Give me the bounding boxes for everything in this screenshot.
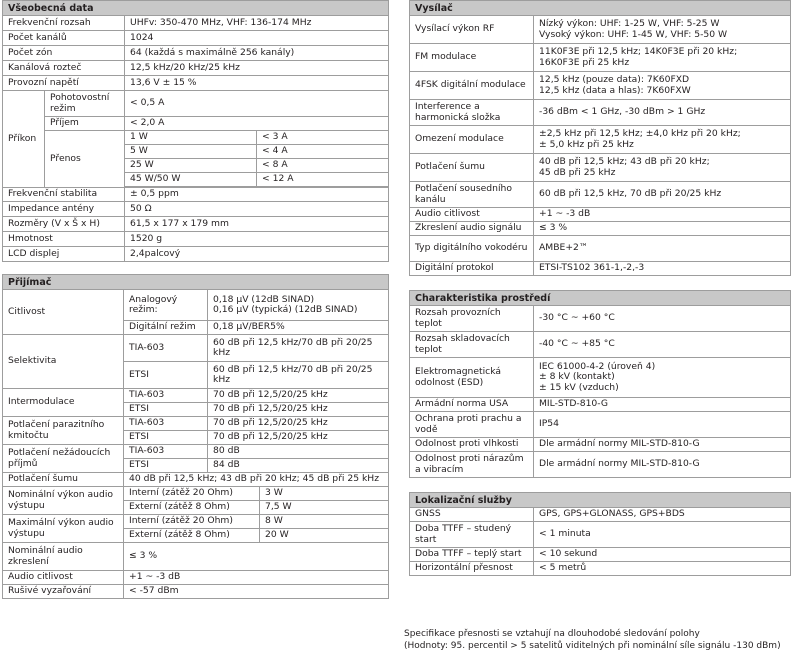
value-line: 11K0F3E při 12,5 kHz; 14K0F3E při 20 kHz;: [539, 46, 738, 58]
spec-sublabel: TIA-603: [124, 389, 208, 403]
spec-sublabel: Pohotovostní režim: [45, 91, 125, 117]
spec-sublabel: Přenos: [45, 131, 125, 188]
environment-table: [409, 290, 791, 478]
spec-label: GNSS: [410, 508, 534, 522]
spec-sublabel: ETSI: [124, 362, 208, 389]
spec-label: Potlačení šumu: [3, 473, 124, 487]
spec-value: 80 dB: [208, 445, 389, 459]
spec-label: Horizontální přesnost: [410, 562, 534, 576]
spec-value: 12,5 kHz/20 kHz/25 kHz: [125, 61, 389, 76]
spec-sublabel: Interní (zátěž 20 Ohm): [124, 515, 260, 529]
spec-value: 70 dB při 12,5/20/25 kHz: [208, 417, 389, 431]
spec-sublabel: Externí (zátěž 8 Ohm): [124, 501, 260, 515]
spec-label: Rušivé vyzařování: [3, 585, 124, 599]
value-line: 12,5 kHz (pouze data): 7K60FXD: [539, 74, 690, 86]
spec-value: < 1 minuta: [534, 522, 791, 548]
spec-label: Frekvenční rozsah: [3, 16, 125, 31]
spec-value: MIL-STD-810-G: [534, 398, 791, 412]
spec-label: FM modulace: [410, 44, 534, 72]
spec-label: Ochrana proti prachu a vodě: [410, 412, 534, 438]
spec-sublabel: Příjem: [45, 117, 125, 131]
section-header-gps: Lokalizační služby: [410, 493, 791, 508]
spec-label: Počet kanálů: [3, 31, 125, 46]
spec-label: Audio citlivost: [410, 208, 534, 222]
spec-label: Omezení modulace: [410, 126, 534, 154]
spec-sublabel: Digitální režim: [124, 321, 208, 335]
spec-label: Digitální protokol: [410, 262, 534, 276]
spec-value: < 8 A: [257, 159, 389, 173]
spec-label: Potlačení parazitního kmitočtu: [3, 417, 124, 445]
spec-value: < -57 dBm: [124, 585, 389, 599]
spec-value: ≤ 3 %: [534, 222, 791, 236]
spec-value: [534, 44, 791, 72]
spec-value: 70 dB při 12,5/20/25 kHz: [208, 431, 389, 445]
left-column: [2, 0, 388, 599]
spec-value: [208, 290, 389, 321]
spec-value: 40 dB při 12,5 kHz; 43 dB při 20 kHz; 45 dB při 25 kHz: [124, 473, 389, 487]
spec-value: 60 dB při 12,5 kHz/70 dB při 20/25 kHz: [208, 362, 389, 389]
spec-value: 0,18 μV/BER5%: [208, 321, 389, 335]
spec-value: 70 dB při 12,5/20/25 kHz: [208, 389, 389, 403]
spec-value: 64 (každá s maximálně 256 kanály): [125, 46, 389, 61]
spec-value: ≤ 3 %: [124, 543, 389, 571]
value-line: 45 dB při 25 kHz: [539, 166, 616, 178]
spec-value: 25 W: [125, 159, 257, 173]
spec-value: < 0,5 A: [125, 91, 389, 117]
spec-value: 20 W: [260, 529, 389, 543]
spec-label: Typ digitálního vokodéru: [410, 236, 534, 262]
spec-sublabel: ETSI: [124, 403, 208, 417]
section-header-transmitter: Vysílač: [410, 1, 791, 16]
spec-label: Počet zón: [3, 46, 125, 61]
value-line: 12,5 kHz (data a hlas): 7K60FXW: [539, 84, 691, 96]
spec-value: 2,4palcový: [125, 247, 389, 262]
spec-value: 13,6 V ± 15 %: [125, 76, 389, 91]
spec-value: < 5 metrů: [534, 562, 791, 576]
spec-sublabel: Interní (zátěž 20 Ohm): [124, 487, 260, 501]
value-line: 16K0F3E při 25 kHz: [539, 56, 630, 68]
spec-label: 4FSK digitální modulace: [410, 72, 534, 100]
spec-label: Hmotnost: [3, 232, 125, 247]
value-line: 0,18 μV (12dB SINAD): [213, 293, 315, 305]
spec-value: 70 dB při 12,5/20/25 kHz: [208, 403, 389, 417]
spec-label: Doba TTFF – studený start: [410, 522, 534, 548]
footnote: [404, 628, 790, 652]
section-header-environment: Charakteristika prostředí: [410, 291, 791, 306]
spec-label: Vysílací výkon RF: [410, 16, 534, 44]
spec-value: 45 W/50 W: [125, 173, 257, 187]
spec-value: Dle armádní normy MIL-STD-810-G: [534, 438, 791, 452]
spec-label: Audio citlivost: [3, 571, 124, 585]
transmitter-table: [409, 0, 791, 276]
spec-value: [534, 126, 791, 154]
spec-value: [534, 358, 791, 398]
right-column: [409, 0, 790, 576]
spec-label: Interference a harmonická složka: [410, 100, 534, 126]
spec-value: 50 Ω: [125, 202, 389, 217]
section-header-general: Všeobecná data: [3, 1, 389, 16]
spec-value: AMBE+2™: [534, 236, 791, 262]
spec-sublabel: TIA-603: [124, 335, 208, 362]
footnote-line: Specifikace přesnosti se vztahují na dlouhodobé sledování polohy: [404, 629, 700, 639]
spec-label: Selektivita: [3, 335, 124, 389]
spec-value: 1024: [125, 31, 389, 46]
value-line: 40 dB při 12,5 kHz; 43 dB při 20 kHz;: [539, 156, 710, 168]
spec-label: Potlačení nežádoucích příjmů: [3, 445, 124, 473]
gps-table: [409, 492, 791, 576]
spec-value: 7,5 W: [260, 501, 389, 515]
spec-sublabel: TIA-603: [124, 445, 208, 459]
spec-label: Armádní norma USA: [410, 398, 534, 412]
spec-value: 60 dB při 12,5 kHz/70 dB při 20/25 kHz: [208, 335, 389, 362]
spec-label: LCD displej: [3, 247, 125, 262]
spec-label: Rozměry (V x Š x H): [3, 217, 125, 232]
spec-label: Elektromagnetická odolnost (ESD): [410, 358, 534, 398]
value-line: Nízký výkon: UHF: 1-25 W, VHF: 5-25 W: [539, 18, 720, 30]
spec-sublabel: TIA-603: [124, 417, 208, 431]
spec-value: < 2,0 A: [125, 117, 389, 131]
spec-label: Nominální audio zkreslení: [3, 543, 124, 571]
spec-value: UHFv: 350-470 MHz, VHF: 136-174 MHz: [125, 16, 389, 31]
spec-label: Odolnost proti nárazům a vibracím: [410, 452, 534, 478]
footnote-line: (Hodnoty: 95. percentil > 5 satelitů viditelných při nominální síle signálu -130 dBm): [404, 641, 781, 651]
spec-value: -30 °C ~ +60 °C: [534, 306, 791, 332]
spec-value: < 3 A: [257, 131, 389, 145]
spec-value: 84 dB: [208, 459, 389, 473]
value-line: IEC 61000-4-2 (úroveň 4): [539, 360, 656, 372]
receiver-table: [2, 274, 389, 599]
spec-value: 8 W: [260, 515, 389, 529]
spec-value: +1 ~ -3 dB: [534, 208, 791, 222]
value-line: 0,16 μV (typická) (12dB SINAD): [213, 304, 358, 315]
value-line: ± 5,0 kHz při 25 kHz: [539, 138, 634, 150]
value-line: Vysoký výkon: UHF: 1-45 W, VHF: 5-50 W: [539, 28, 728, 40]
spec-sublabel: Externí (zátěž 8 Ohm): [124, 529, 260, 543]
spec-value: 5 W: [125, 145, 257, 159]
spec-label: Zkreslení audio signálu: [410, 222, 534, 236]
spec-label: Potlačení šumu: [410, 154, 534, 182]
spec-value: [534, 154, 791, 182]
spec-sublabel: Analogový režim:: [124, 290, 208, 321]
spec-label: Provozní napětí: [3, 76, 125, 91]
spec-value: IP54: [534, 412, 791, 438]
spec-value: Dle armádní normy MIL-STD-810-G: [534, 452, 791, 478]
section-header-receiver: Přijímač: [3, 275, 389, 290]
spec-value: -36 dBm < 1 GHz, -30 dBm > 1 GHz: [534, 100, 791, 126]
spec-value: ± 0,5 ppm: [125, 188, 389, 202]
spec-label: Potlačení sousedního kanálu: [410, 182, 534, 208]
spec-value: GPS, GPS+GLONASS, GPS+BDS: [534, 508, 791, 522]
spec-label: Nominální výkon audio výstupu: [3, 487, 124, 515]
spec-value: +1 ~ -3 dB: [124, 571, 389, 585]
spec-value: 1 W: [125, 131, 257, 145]
spec-label: Citlivost: [3, 290, 124, 335]
spec-label: Impedance antény: [3, 202, 125, 217]
value-line: ± 8 kV (kontakt): [539, 371, 615, 383]
spec-value: < 4 A: [257, 145, 389, 159]
spec-value: 3 W: [260, 487, 389, 501]
spec-label: Frekvenční stabilita: [3, 188, 125, 202]
spec-value: [534, 16, 791, 44]
spec-sublabel: ETSI: [124, 431, 208, 445]
spec-value: ETSI-TS102 361-1,-2,-3: [534, 262, 791, 276]
spec-value: 60 dB při 12,5 kHz, 70 dB při 20/25 kHz: [534, 182, 791, 208]
spec-label: Příkon: [3, 91, 45, 188]
spec-value: 1520 g: [125, 232, 389, 247]
spec-value: [534, 72, 791, 100]
spec-label: Rozsah provozních teplot: [410, 306, 534, 332]
spec-value: < 10 sekund: [534, 548, 791, 562]
value-line: ± 15 kV (vzduch): [539, 381, 619, 393]
spec-label: Kanálová rozteč: [3, 61, 125, 76]
spec-value: 61,5 x 177 x 179 mm: [125, 217, 389, 232]
spec-label: Odolnost proti vlhkosti: [410, 438, 534, 452]
spec-sublabel: ETSI: [124, 459, 208, 473]
spec-value: -40 °C ~ +85 °C: [534, 332, 791, 358]
spec-label: Rozsah skladovacích teplot: [410, 332, 534, 358]
spec-label: Intermodulace: [3, 389, 124, 417]
spec-value: < 12 A: [257, 173, 389, 187]
value-line: ±2,5 kHz při 12,5 kHz; ±4,0 kHz při 20 kHz;: [539, 128, 741, 140]
spec-label: Maximální výkon audio výstupu: [3, 515, 124, 543]
spec-label: Doba TTFF – teplý start: [410, 548, 534, 562]
general-table: [2, 0, 389, 262]
